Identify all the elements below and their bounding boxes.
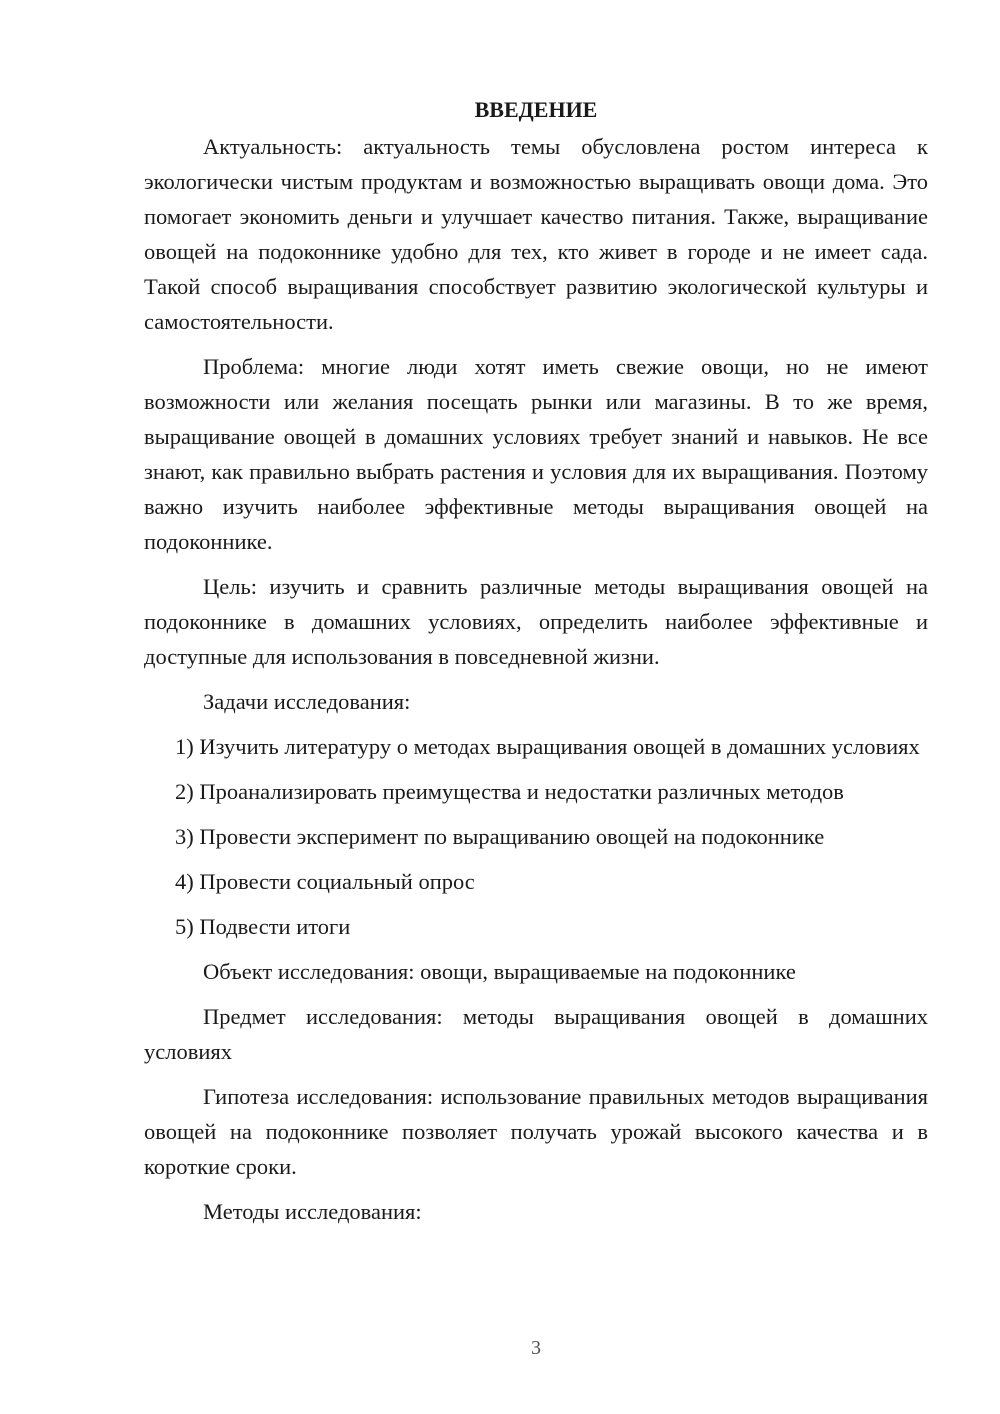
paragraph-relevance: Актуальность: актуальность темы обусловлена ростом интереса к экологически чистым продуктам и возможностью выращивать овощи дома. Это помогает экономить деньги и улучшает качество питания. Также, выращивание овощей на подоконнике удобно для тех, кто живет в городе и не имеет сада. Такой способ выращивания способствует развитию экологической культуры и самостоятельности. xyxy=(144,134,928,334)
task-item-2: 2) Проанализировать преимущества и недостатки различных методов xyxy=(175,779,844,804)
task-item-5: 5) Подвести итоги xyxy=(175,914,351,939)
paragraph-goal: Цель: изучить и сравнить различные методы выращивания овощей на подоконнике в домашних условиях, определить наиболее эффективные и доступные для использования в повседневной жизни. xyxy=(144,574,928,669)
section-title: ВВЕДЕНИЕ xyxy=(474,97,598,122)
paragraph-problem: Проблема: многие люди хотят иметь свежие овощи, но не имеют возможности или желания посещать рынки или магазины. В то же время, выращивание овощей в домашних условиях требует знаний и навыков. Не все знают, как правильно выбрать растения и условия для их выращивания. Поэтому важно изучить наиболее эффективные методы выращивания овощей на подоконнике. xyxy=(144,354,928,554)
paragraph-subject: Предмет исследования: методы выращивания овощей в домашних условиях xyxy=(144,1004,928,1064)
paragraph-hypothesis: Гипотеза исследования: использование правильных методов выращивания овощей на подоконнике позволяет получать урожай высокого качества и в короткие сроки. xyxy=(144,1084,928,1179)
methods-heading: Методы исследования: xyxy=(203,1199,422,1224)
task-item-4: 4) Провести социальный опрос xyxy=(175,869,475,894)
paragraph-object: Объект исследования: овощи, выращиваемые на подоконнике xyxy=(203,959,796,984)
task-item-1: 1) Изучить литературу о методах выращивания овощей в домашних условиях xyxy=(175,734,920,759)
page-content xyxy=(144,92,928,1239)
page-number: 3 xyxy=(531,1337,541,1359)
tasks-heading: Задачи исследования: xyxy=(203,689,411,714)
task-item-3: 3) Провести эксперимент по выращиванию овощей на подоконнике xyxy=(175,824,825,849)
